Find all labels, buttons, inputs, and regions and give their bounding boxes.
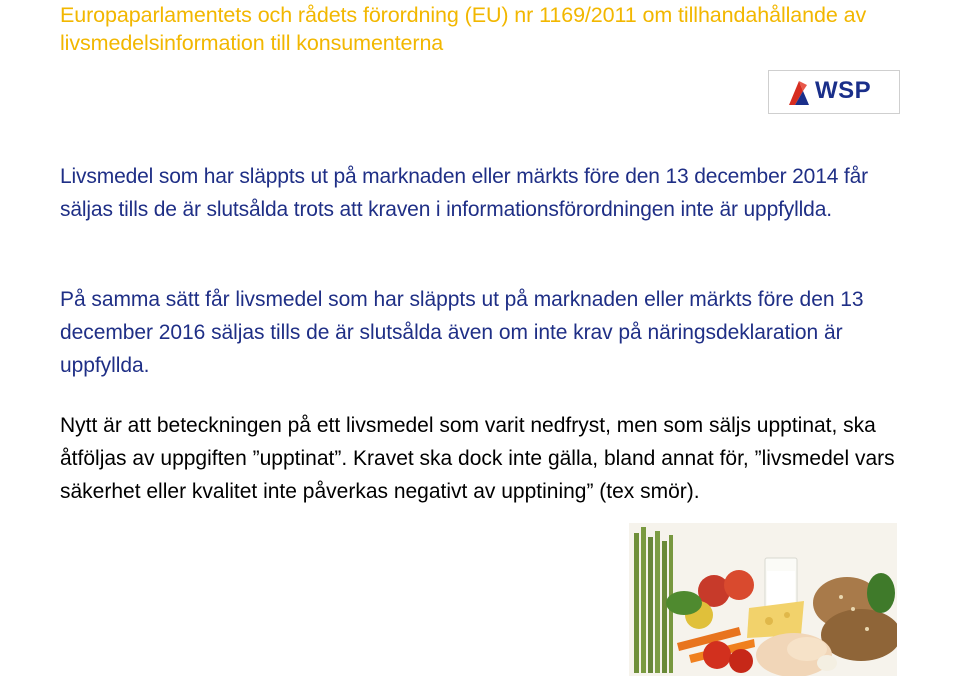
paragraph-transition-2014: Livsmedel som har släppts ut på marknaden eller märkts före den 13 december 2014 får säljas tills de är slutsålda trots att kraven i informationsförordningen inte är uppfyllda. [60,165,868,221]
paragraph-thawed-food: Nytt är att beteckningen på ett livsmedel som varit nedfryst, men som säljs upptinat, ska åtföljas av uppgiften ”upptinat”. Kravet ska dock inte gälla, bland annat för, ”livsmedel vars säkerhet eller kvalitet inte påverkas negativt av upptining” (tex smör). [60,414,895,503]
wsp-logo-text: WSP [815,77,872,104]
food-photo [629,523,897,676]
slide-title: Europaparlamentets och rådets förordning (EU) nr 1169/2011 om tillhandahållande av livsmedelsinformation till konsumenterna [60,3,867,55]
wsp-logo-icon [787,79,815,107]
paragraph-transition-2016: På samma sätt får livsmedel som har släppts ut på marknaden eller märkts före den 13 december 2016 säljas tills de är slutsålda även om inte krav på näringsdeklaration är uppfyllda. [60,288,864,377]
wsp-logo [768,70,900,114]
food-illustration [629,523,897,676]
